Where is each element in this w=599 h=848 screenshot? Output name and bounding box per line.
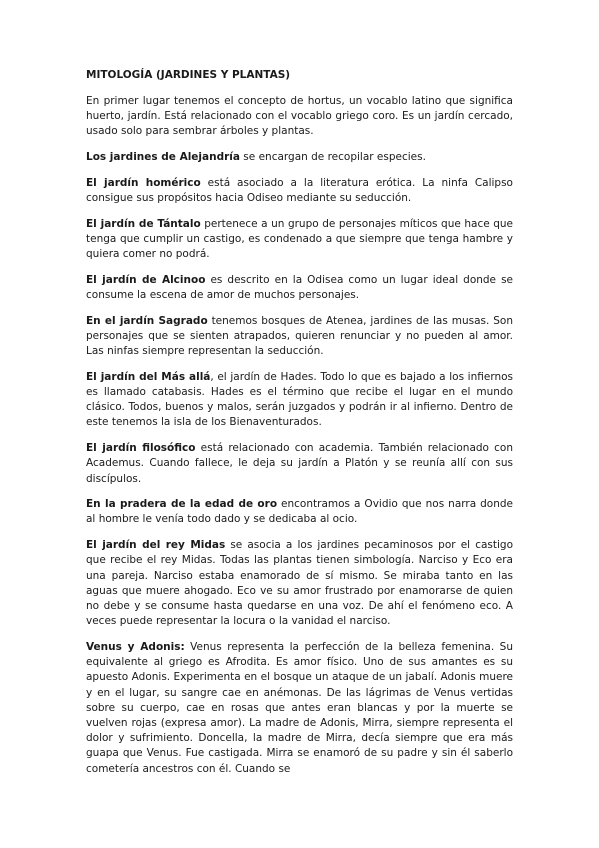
paragraph-text: encontramos a Ovidio que nos narra donde al hombre le venía todo dado y se dedicaba al ocio. bbox=[86, 498, 514, 526]
paragraph-lead: Venus y Adonis: bbox=[86, 640, 185, 653]
paragraph-alcinoo bbox=[86, 273, 513, 303]
paragraph-rey-midas bbox=[86, 538, 513, 629]
paragraph-text: , el jardín de Hades. Todo lo que es bajado a los infiernos es llamado catabasis. Hades es el término que recibe el lugar en el mundo clásico. Todos, buenos y malos, serán juzgados y podrán ir al infierno. Dentro de este tenemos la isla de los Bienaventurados. bbox=[86, 370, 513, 429]
paragraph-venus-adonis bbox=[86, 640, 513, 777]
paragraph-alejandria bbox=[86, 150, 513, 165]
paragraph-text: pertenece a un grupo de personajes míticos que hace que tenga que cumplir un castigo, es condenado a que siempre que tenga hambre y quiera comer no podrá. bbox=[86, 217, 513, 261]
paragraph-text: tenemos bosques de Atenea, jardines de las musas. Son personajes que se sienten atrapados, quieren renunciar y no pueden al amor. Las ninfas siempre representan la seducción. bbox=[86, 314, 513, 358]
paragraph-text: En primer lugar tenemos el concepto de hortus, un vocablo latino que significa huerto, jardín. Está relacionado con el vocablo griego coro. Es un jardín cercado, usado solo para sembrar árboles y plantas. bbox=[86, 95, 513, 138]
paragraph-lead: El jardín de Alcinoo bbox=[86, 273, 206, 286]
paragraph-edad-de-oro bbox=[86, 497, 513, 527]
document-page bbox=[86, 68, 513, 787]
paragraph-text: se encargan de recopilar especies. bbox=[239, 151, 426, 164]
paragraph-lead: El jardín de Tántalo bbox=[86, 217, 201, 230]
paragraph-sagrado bbox=[86, 314, 513, 360]
paragraph-text: está relacionado con academia. También relacionado con Academus. Cuando fallece, le deja su jardín a Platón y se reunía allí con sus discípulos. bbox=[86, 442, 513, 485]
paragraph-homerico bbox=[86, 176, 513, 206]
paragraph-lead: En la pradera de la edad de oro bbox=[86, 498, 278, 511]
paragraph-text: Venus representa la perfección de la belleza femenina. Su equivalente al griego es Afrodita. Es amor físico. Uno de sus amantes es su apuesto Adonis. Experimenta en el bosque un ataque de un jabalí. Adonis muere y en el lugar, su sangre cae en anémonas. De las lágrimas de Venus vertidas sobre su cuerpo, cae en rosas que antes eran blancas y por la muerte se vuelven rojas (expresa amor). La madre de Adonis, Mirra, siempre representa el dolor y sufrimiento. Doncella, la madre de Mirra, decía siempre que era más guapa que Venus. Fue castigada. Mirra se enamoró de su padre y sin él saberlo cometería ancestros con él. Cuando se bbox=[86, 640, 513, 775]
paragraph-lead: El jardín filosófico bbox=[86, 442, 196, 455]
paragraph-text: es descrito en la Odisea como un lugar ideal donde se consume la escena de amor de muchos personajes. bbox=[86, 273, 513, 302]
document-title: MITOLOGÍA (JARDINES Y PLANTAS) bbox=[86, 69, 291, 81]
paragraph-filosofico bbox=[86, 441, 513, 487]
paragraph-lead: El jardín homérico bbox=[86, 176, 201, 189]
paragraph-mas-alla bbox=[86, 370, 513, 431]
paragraph-lead: En el jardín Sagrado bbox=[86, 314, 208, 327]
paragraph-text: se asocia a los jardines pecaminosos por el castigo que recibe el rey Midas. Todas las plantas tienen simbología. Narciso y Eco era una pareja. Narciso estaba enamorado de sí mismo. Se miraba tanto en las aguas que muere ahogado. Eco ve su amor frustrado por enamorarse de quien no debe y se consume hasta quedarse en una voz. De ahí el fenómeno eco. A veces puede representar la locura o la vanidad el narciso. bbox=[86, 539, 513, 628]
paragraph-tantalo bbox=[86, 217, 513, 263]
paragraph-text: está asociado a la literatura erótica. La ninfa Calipso consigue sus propósitos hacia Odiseo mediante su seducción. bbox=[86, 176, 513, 205]
paragraph-hortus bbox=[86, 94, 513, 140]
paragraph-lead: Los jardines de Alejandría bbox=[86, 151, 240, 164]
paragraph-lead: El jardín del Más allá bbox=[86, 370, 211, 383]
paragraph-lead: El jardín del rey Midas bbox=[86, 539, 226, 552]
